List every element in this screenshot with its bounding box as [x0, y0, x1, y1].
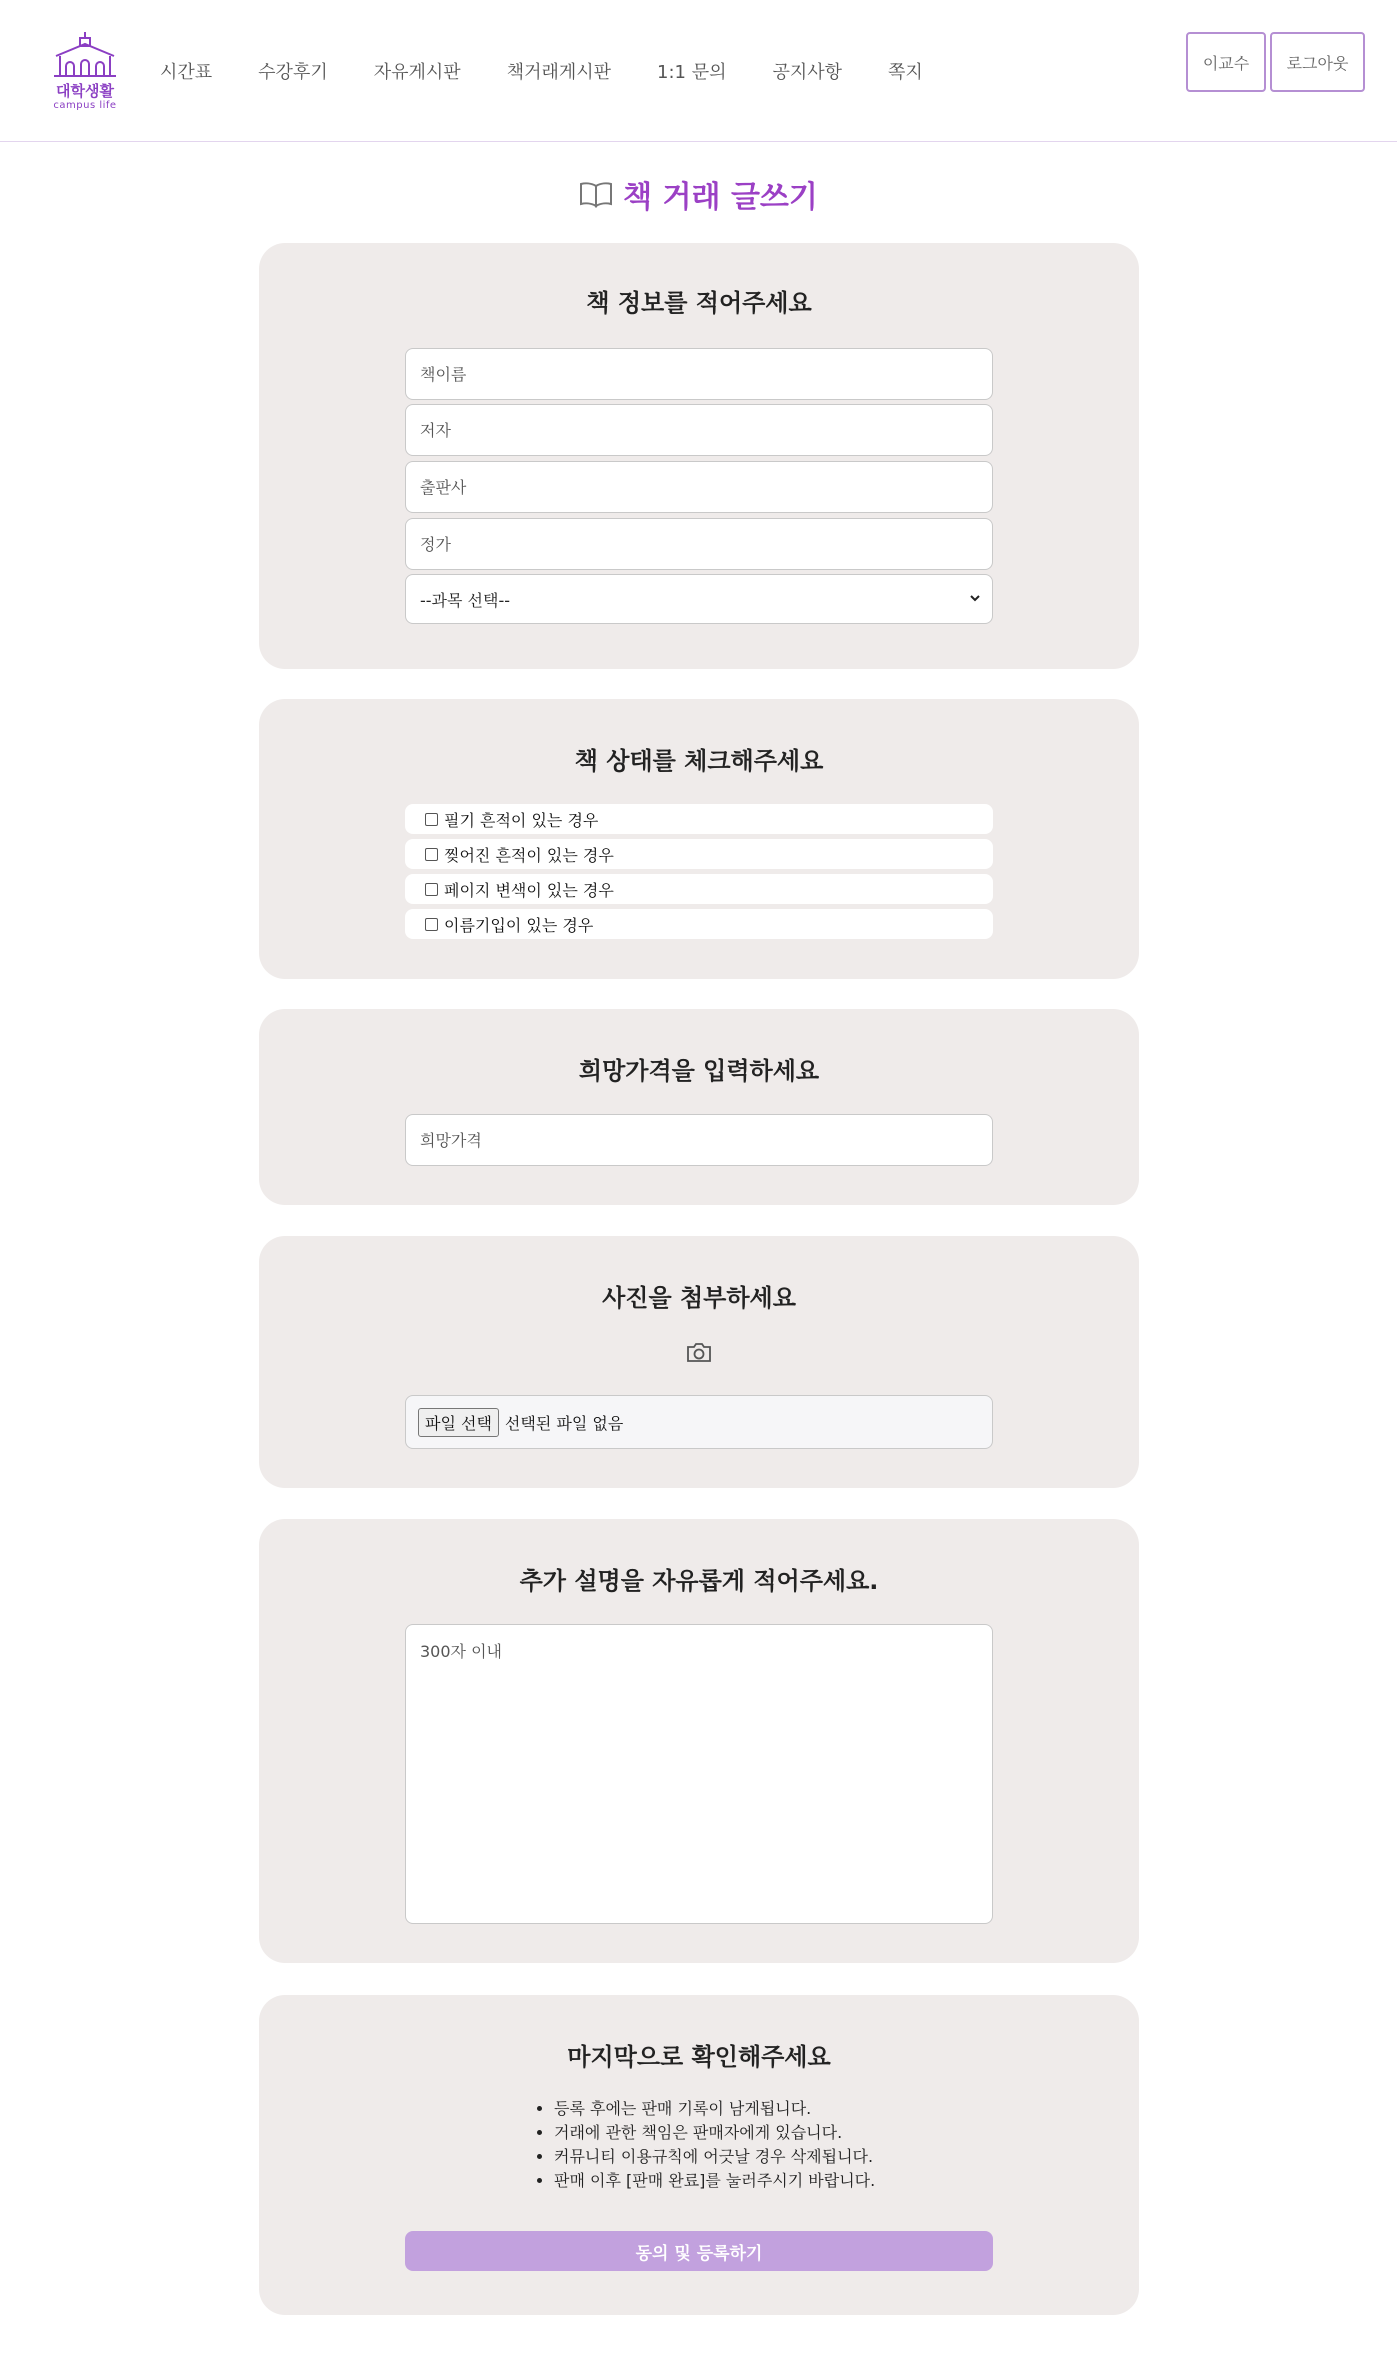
list-price-input[interactable] — [405, 518, 993, 570]
description-heading: 추가 설명을 자유롭게 적어주세요. — [519, 1567, 879, 1595]
author-input[interactable] — [405, 404, 993, 456]
nav-messages[interactable]: 쪽지 — [888, 62, 923, 83]
checkbox[interactable] — [425, 918, 438, 931]
condition-option-label: 필기 흔적이 있는 경우 — [444, 810, 599, 830]
publisher-input[interactable] — [405, 461, 993, 513]
chevron-down-icon — [968, 591, 982, 605]
condition-option-label: 이름기입이 있는 경우 — [444, 915, 594, 935]
desired-price-input[interactable] — [405, 1114, 993, 1166]
page-title-text: 책 거래 글쓰기 — [623, 180, 818, 215]
confirm-heading: 마지막으로 확인해주세요 — [567, 2043, 831, 2071]
condition-option-torn[interactable] — [405, 839, 993, 869]
book-title-input[interactable] — [405, 348, 993, 400]
price-card — [259, 1009, 1139, 1205]
condition-option-name-written[interactable] — [405, 909, 993, 939]
campus-building-icon — [50, 30, 120, 80]
nav-timetable[interactable]: 시간표 — [160, 62, 213, 83]
choose-file-button[interactable]: 파일 선택 — [418, 1408, 499, 1437]
description-card — [259, 1519, 1139, 1963]
book-info-heading: 책 정보를 적어주세요 — [586, 289, 812, 317]
notice-item: • 판매 이후 [판매 완료]를 눌러주시기 바랍니다. — [554, 2169, 875, 2193]
notice-list — [534, 2097, 875, 2193]
checkbox[interactable] — [425, 848, 438, 861]
nav-inquiry[interactable]: 1:1 문의 — [657, 62, 727, 83]
photo-heading: 사진을 첨부하세요 — [602, 1284, 796, 1312]
checkbox[interactable] — [425, 813, 438, 826]
user-button[interactable]: 이교수 — [1186, 32, 1266, 92]
site-header — [0, 0, 1397, 142]
condition-option-label: 페이지 변색이 있는 경우 — [444, 880, 614, 900]
confirm-card — [259, 1995, 1139, 2315]
nav-book-trade-board[interactable]: 책거래게시판 — [506, 62, 612, 83]
nav-notice[interactable]: 공지사항 — [772, 62, 843, 83]
condition-option-label: 찢어진 흔적이 있는 경우 — [444, 845, 614, 865]
notice-item: • 등록 후에는 판매 기록이 남게됩니다. — [554, 2097, 875, 2121]
file-upload — [405, 1395, 993, 1449]
subject-select-value: --과목 선택-- — [420, 590, 511, 610]
camera-icon — [685, 1340, 713, 1364]
notice-item: • 커뮤니티 이용규칙에 어긋날 경우 삭제됩니다. — [554, 2145, 875, 2169]
logo-text: 대학생활 — [56, 82, 114, 100]
page-title — [0, 172, 1397, 216]
condition-option-discolored[interactable] — [405, 874, 993, 904]
main-nav — [160, 58, 969, 84]
logo[interactable] — [50, 30, 120, 114]
logo-subtext: campus life — [53, 100, 117, 111]
subject-select[interactable] — [405, 574, 993, 624]
description-textarea[interactable] — [405, 1624, 993, 1924]
logout-button[interactable]: 로그아웃 — [1270, 32, 1365, 92]
file-status: 선택된 파일 없음 — [504, 1413, 624, 1433]
nav-course-review[interactable]: 수강후기 — [258, 62, 328, 83]
book-open-icon — [579, 180, 613, 208]
book-info-card — [259, 243, 1139, 669]
nav-free-board[interactable]: 자유게시판 — [373, 62, 461, 83]
notice-item: • 거래에 관한 책임은 판매자에게 있습니다. — [554, 2121, 875, 2145]
condition-card — [259, 699, 1139, 979]
checkbox[interactable] — [425, 883, 438, 896]
photo-card — [259, 1236, 1139, 1488]
price-heading: 희망가격을 입력하세요 — [578, 1057, 820, 1085]
condition-heading: 책 상태를 체크해주세요 — [574, 747, 824, 775]
condition-option-notes[interactable] — [405, 804, 993, 834]
agree-submit-button[interactable]: 동의 및 등록하기 — [405, 2231, 993, 2271]
